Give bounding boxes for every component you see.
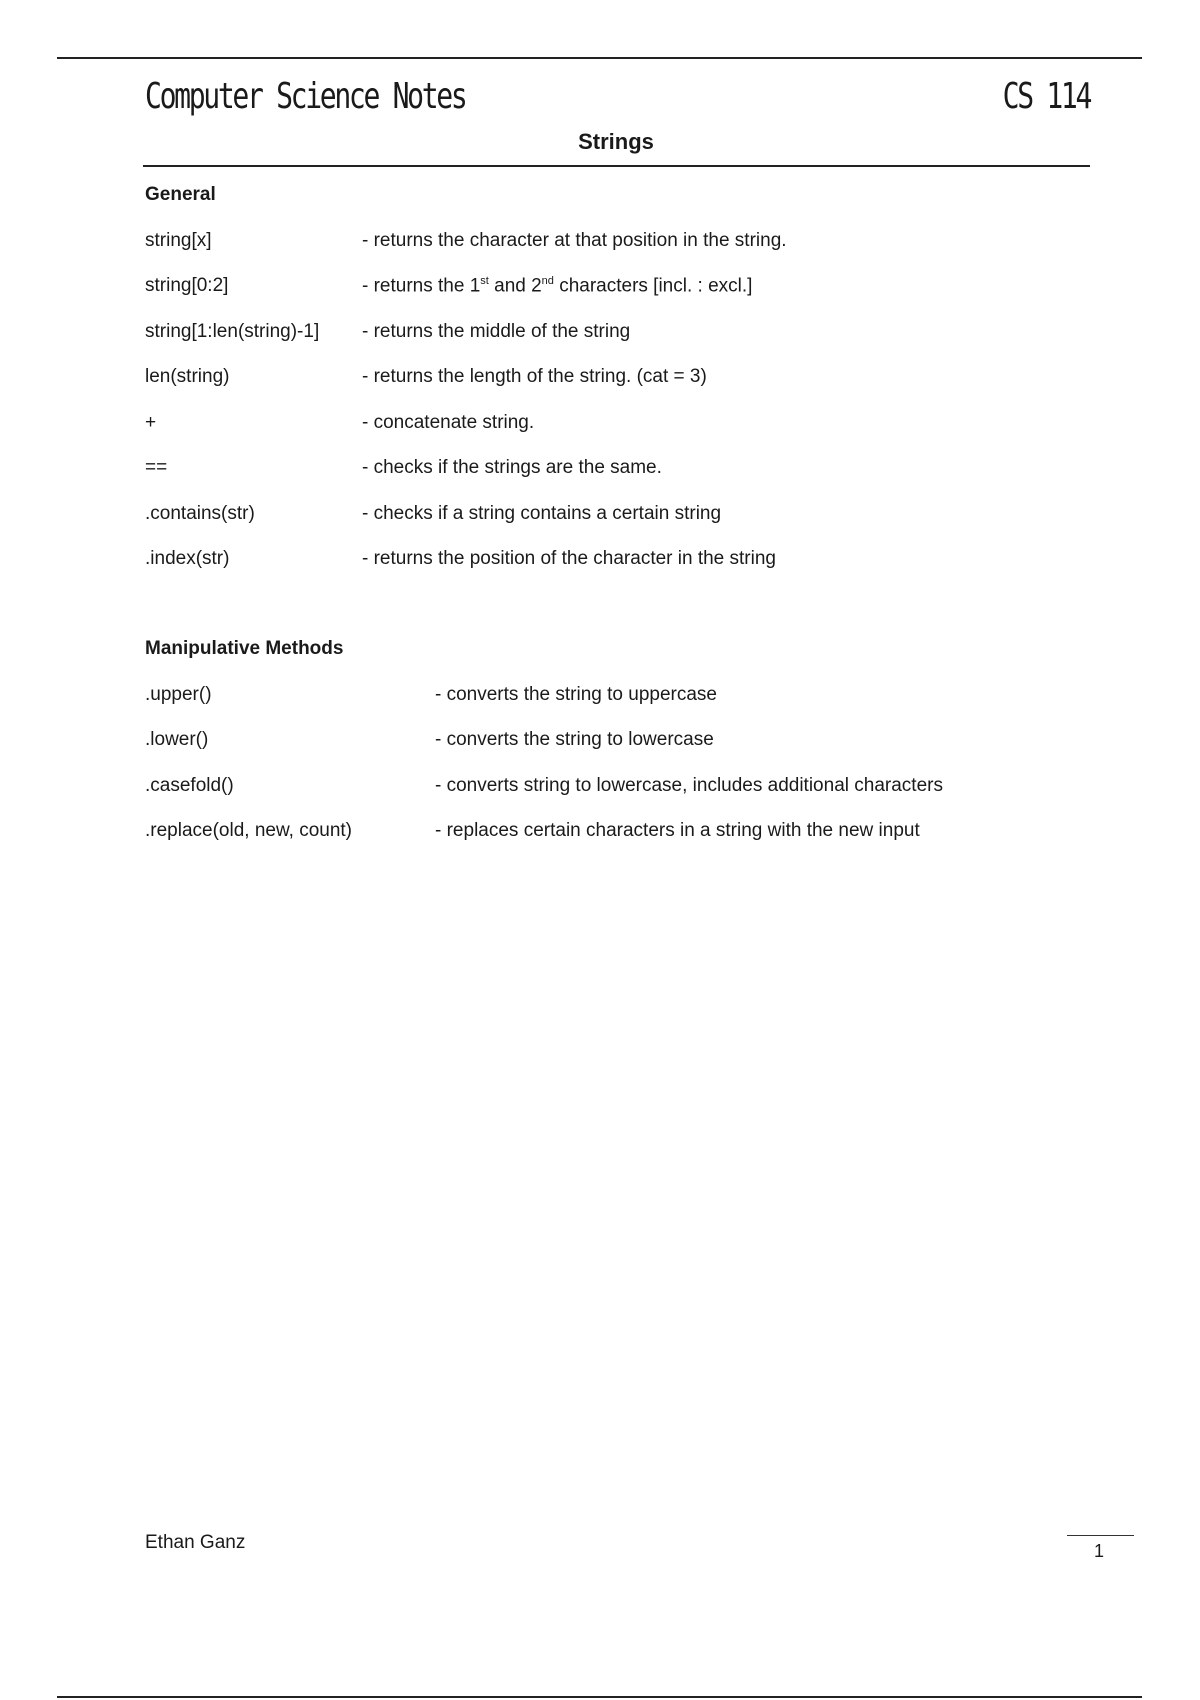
row-term: + [145,412,157,433]
row-term: .contains(str) [145,503,255,524]
topic-title: Strings [578,129,654,154]
row-term: .index(str) [145,548,230,569]
row-term: string[1:len(string)-1] [145,321,320,342]
ordinal-suffix: st [480,275,489,287]
row-term: .replace(old, new, count) [145,820,353,841]
page-bottom-rule [57,1696,1142,1698]
page-number: 1 [1094,1541,1105,1561]
section-heading-manipulative: Manipulative Methods [145,638,344,659]
row-term: string[x] [145,230,212,251]
row-term: .casefold() [145,775,234,796]
row-description: - returns the position of the character in the string [362,548,776,569]
row-term: len(string) [145,366,230,387]
header-rule [143,165,1090,167]
footer-author: Ethan Ganz [145,1532,246,1553]
row-term: == [145,457,168,478]
row-description: - checks if a string contains a certain string [362,503,722,524]
row-description: - returns the length of the string. (cat = 3) [362,366,707,387]
document-title: Computer Science Notes [145,76,466,117]
ordinal-suffix: nd [541,275,554,287]
row-description-part: characters [incl. : excl.] [553,275,753,297]
row-term: .upper() [145,684,212,705]
row-description: - converts string to lowercase, includes additional characters [435,775,943,796]
row-description: - converts the string to lowercase [435,729,714,750]
row-description: - returns the character at that position in the string. [362,230,787,251]
row-term: .lower() [145,729,209,750]
row-description: - concatenate string. [362,412,535,433]
row-description-part: - returns the 1 [362,275,481,297]
row-description-part: and 2 [488,275,542,297]
footer-page-rule [1067,1535,1134,1536]
row-description [362,275,752,297]
row-description: - replaces certain characters in a string with the new input [435,820,920,841]
section-heading-general: General [145,184,216,205]
page-top-rule [57,57,1142,59]
row-description: - checks if the strings are the same. [362,457,662,478]
course-code: CS 114 [1002,76,1090,117]
row-description: - returns the middle of the string [362,321,631,342]
row-description: - converts the string to uppercase [435,684,717,705]
row-term: string[0:2] [145,275,229,296]
